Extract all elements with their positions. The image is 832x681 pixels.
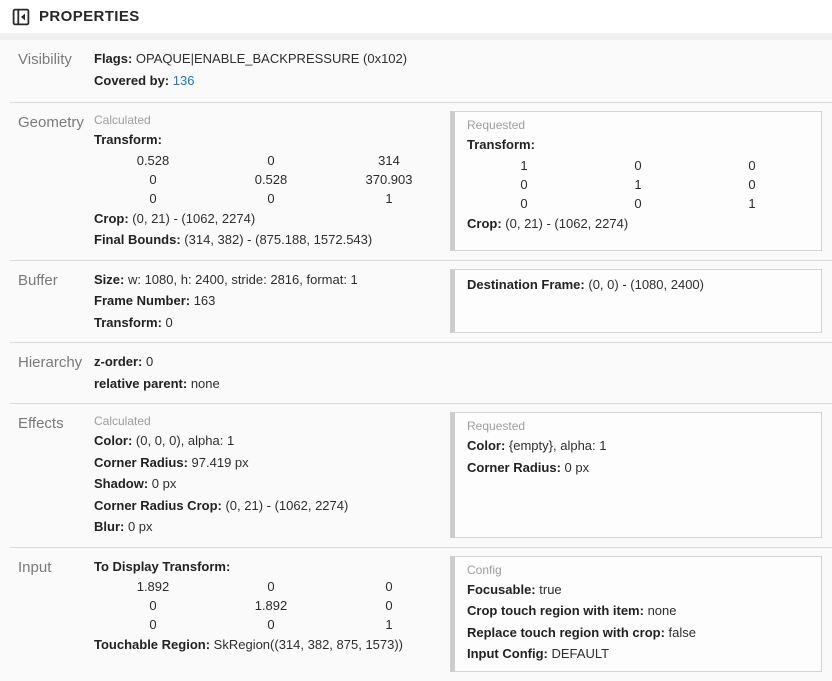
matrix-cell: 0 [267,617,275,632]
property-to-display-transform [94,556,444,578]
property-value: 0 [165,314,173,330]
property-transform [94,312,444,334]
property-key: relative parent: [94,375,188,391]
matrix-cell: 1 [520,157,528,173]
property-key: Frame Number: [94,293,191,308]
property-key: Color: [467,438,506,453]
property-value: 0 px [127,519,153,534]
matrix-cell: 0.528 [254,171,288,187]
property-covered-by [94,70,444,92]
covered-by-link[interactable]: 136 [172,72,195,88]
geometry-calculated [94,111,450,251]
property-focusable [467,579,809,601]
transform-matrix [94,577,444,634]
property-key: Corner Radius: [467,459,561,475]
requested-box [450,412,822,538]
input-config [450,556,832,672]
section-visibility-label: Visibility [18,51,72,68]
property-destination-frame [467,274,809,296]
matrix-cell: 0 [149,190,157,206]
matrix-cell: 0.528 [136,152,170,168]
property-corner-radius [467,457,809,479]
property-value: (0, 21) - (1062, 2274) [132,210,256,226]
property-key: Corner Radius Crop: [94,497,222,513]
property-key: Covered by: [94,72,170,88]
property-flags [94,48,444,70]
property-key: z-order: [94,354,143,369]
matrix-cell: 314 [378,152,400,168]
property-z-order [94,351,444,373]
property-input-config [467,643,809,665]
property-relative-parent [94,373,444,395]
property-value: OPAQUE|ENABLE_BACKPRESSURE (0x102) [135,51,408,66]
property-transform [467,134,809,156]
property-key: Replace touch region with crop: [467,624,665,640]
property-value: w: 1080, h: 2400, stride: 2816, format: 1 [127,271,358,287]
property-value: DEFAULT [551,646,610,661]
property-value: 0 px [564,459,590,475]
property-value: SkRegion((314, 382, 875, 1573)) [213,637,404,652]
property-touchable-region [94,634,444,656]
property-size [94,269,444,291]
matrix-cell: 1.892 [254,598,288,613]
requested-subheader: Requested [467,419,526,433]
section-effects [0,404,832,547]
properties-content [0,40,832,661]
config-subheader: Config [467,562,502,577]
calculated-subheader: Calculated [94,414,151,428]
requested-box [450,111,822,251]
property-replace-touch-region [467,622,809,644]
matrix-cell: 1 [385,617,393,632]
transform-matrix [467,156,809,213]
property-shadow [94,473,444,495]
calculated-subheader: Calculated [94,113,151,127]
input-properties [94,556,450,672]
section-geometry-label: Geometry [18,114,84,131]
matrix-cell: 0 [149,171,157,187]
transform-matrix [94,151,444,208]
property-value: (0, 0, 0), alpha: 1 [135,433,235,448]
property-final-bounds [94,229,444,251]
property-value: 97.419 px [191,454,249,470]
matrix-cell: 370.903 [365,171,413,187]
matrix-cell: 0 [267,152,275,168]
property-crop [467,213,809,235]
matrix-cell: 0 [520,176,528,192]
section-geometry [0,103,832,260]
property-value: none [647,603,677,618]
section-hierarchy-label: Hierarchy [18,354,83,371]
matrix-cell: 0 [149,617,157,632]
matrix-cell: 0 [748,176,756,192]
property-value: none [190,375,220,391]
property-color [94,430,444,452]
matrix-cell: 0 [748,157,756,173]
property-key: To Display Transform: [94,558,231,574]
property-transform [94,129,444,151]
property-crop [94,208,444,230]
property-key: Shadow: [94,476,149,491]
hierarchy-properties [94,351,450,394]
property-crop-touch-region [467,600,809,622]
matrix-cell: 0 [634,195,642,211]
property-key: Color: [94,433,133,448]
property-value: (0, 21) - (1062, 2274) [505,215,629,231]
section-visibility [0,40,832,102]
property-value: 0 [146,354,154,369]
section-buffer [0,261,832,343]
property-value: (0, 0) - (1080, 2400) [588,276,704,292]
matrix-cell: 0 [385,598,393,613]
matrix-cell: 0 [149,598,157,613]
matrix-cell: 0 [267,190,275,206]
property-key: Crop: [94,210,129,226]
property-key: Transform: [94,314,162,330]
property-corner-radius-crop [94,495,444,517]
config-box [450,556,822,672]
property-value: false [668,624,697,640]
property-key: Crop: [467,215,502,231]
matrix-cell: 1 [748,195,756,211]
collapse-left-panel-icon[interactable] [12,8,30,26]
section-hierarchy [0,343,832,403]
property-key: Size: [94,271,125,287]
panel-title: PROPERTIES [39,8,140,25]
geometry-requested [450,111,832,251]
section-input-label: Input [18,558,52,576]
buffer-destination [450,269,832,334]
property-value: 0 px [151,476,177,491]
buffer-properties [94,269,450,334]
property-key: Input Config: [467,646,548,661]
property-key: Flags: [94,51,133,66]
effects-calculated [94,412,450,538]
property-value: true [539,581,562,597]
matrix-cell: 1 [634,176,642,192]
property-key: Transform: [94,132,162,147]
header-gap [0,33,832,40]
property-key: Corner Radius: [94,454,188,470]
property-blur [94,516,444,538]
section-buffer-label: Buffer [18,271,58,289]
visibility-properties [94,48,450,93]
property-value: (0, 21) - (1062, 2274) [225,497,349,513]
property-value: {empty}, alpha: 1 [508,438,607,453]
matrix-cell: 0 [520,195,528,211]
matrix-cell: 1 [385,190,393,206]
property-key: Crop touch region with item: [467,603,644,618]
property-corner-radius [94,452,444,474]
section-input [0,548,832,681]
property-key: Transform: [467,137,535,152]
property-value: 163 [193,293,216,308]
matrix-cell: 0 [267,579,275,594]
property-key: Focusable: [467,581,536,597]
property-key: Final Bounds: [94,232,181,247]
property-value: (314, 382) - (875.188, 1572.543) [184,232,373,247]
panel-header [0,0,832,33]
effects-requested [450,412,832,538]
property-key: Touchable Region: [94,637,211,652]
matrix-cell: 1.892 [136,579,170,594]
property-key: Destination Frame: [467,276,585,292]
requested-subheader: Requested [467,118,526,132]
property-frame-number [94,290,444,312]
section-effects-label: Effects [18,415,64,432]
property-key: Blur: [94,519,125,534]
matrix-cell: 0 [634,157,642,173]
property-color [467,435,809,457]
matrix-cell: 0 [385,579,393,594]
destination-frame-box [450,269,822,334]
